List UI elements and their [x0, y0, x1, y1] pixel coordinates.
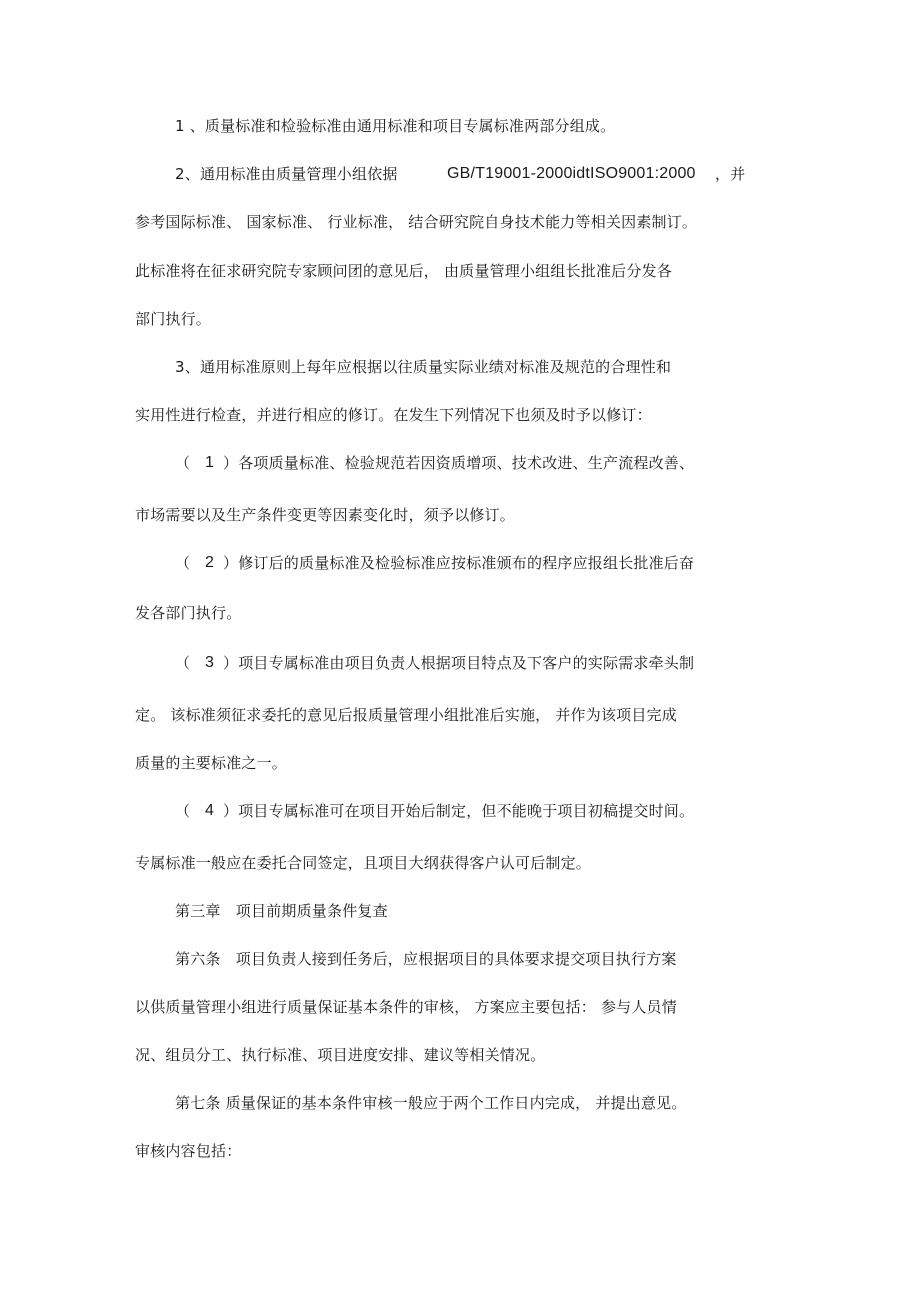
text-line: 专属标准一般应在委托合同签定，且项目大纲获得客户认可后制定。	[135, 854, 592, 872]
item-number: 2	[205, 554, 215, 571]
text-line: 实用性进行检查，并进行相应的修订。在发生下列情况下也须及时予以修订：	[135, 406, 652, 424]
item-number: 4	[205, 802, 215, 819]
text-line: 质量的主要标准之一。	[135, 754, 288, 772]
text-segment: ）项目专属标准可在项目开始后制定，但不能晚于项目初稿提交时间。	[223, 802, 695, 820]
item-number: 1	[205, 454, 215, 471]
paren-open: （	[175, 554, 191, 572]
text-line: 部门执行。	[135, 310, 212, 328]
text-line: 1 、质量标准和检验标准由通用标准和项目专属标准两部分组成。	[175, 117, 616, 135]
text-line	[175, 801, 735, 821]
paren-open: （	[175, 802, 191, 820]
text-segment: ）修订后的质量标准及检验标准应按标准颁布的程序应报组长批准后奋	[223, 554, 695, 572]
text-line: 第六条 项目负责人接到任务后，应根据项目的具体要求提交项目执行方案	[175, 950, 677, 968]
text-line	[175, 164, 775, 184]
text-line: 市场需要以及生产条件变更等因素变化时，须予以修订。	[135, 506, 516, 524]
standard-code: GB/T19001-2000idtISO9001:2000	[447, 165, 696, 182]
text-line	[175, 553, 735, 573]
paren-open: （	[175, 454, 191, 472]
paren-open: （	[175, 654, 191, 672]
text-segment: ）各项质量标准、检验规范若因资质增项、技术改进、生产流程改善、	[223, 454, 695, 472]
text-line: 定。 该标准须征求委托的意见后报质量管理小组批准后实施， 并作为该项目完成	[135, 706, 677, 724]
text-segment: ，并	[715, 165, 746, 183]
text-line: 第七条 质量保证的基本条件审核一般应于两个工作日内完成， 并提出意见。	[175, 1094, 687, 1112]
text-line: 3、通用标准原则上每年应根据以往质量实际业绩对标准及规范的合理性和	[175, 358, 672, 376]
text-line: 发各部门执行。	[135, 604, 242, 622]
text-line: 此标准将在征求研究院专家顾问团的意见后， 由质量管理小组组长批准后分发各	[135, 262, 672, 280]
text-segment: 2、通用标准由质量管理小组依据	[175, 165, 398, 183]
text-segment: ）项目专属标准由项目负责人根据项目特点及下客户的实际需求牵头制	[223, 654, 695, 672]
chapter-heading: 第三章 项目前期质量条件复查	[175, 902, 388, 920]
text-line	[175, 453, 735, 473]
item-number: 3	[205, 654, 215, 671]
text-line: 审核内容包括：	[135, 1142, 242, 1160]
text-line	[175, 653, 735, 673]
text-line: 况、组员分工、执行标准、项目进度安排、建议等相关情况。	[135, 1046, 546, 1064]
text-line: 参考国际标准、 国家标准、 行业标准， 结合研究院自身技术能力等相关因素制订。	[135, 213, 698, 231]
text-line: 以供质量管理小组进行质量保证基本条件的审核， 方案应主要包括： 参与人员情	[135, 998, 677, 1016]
